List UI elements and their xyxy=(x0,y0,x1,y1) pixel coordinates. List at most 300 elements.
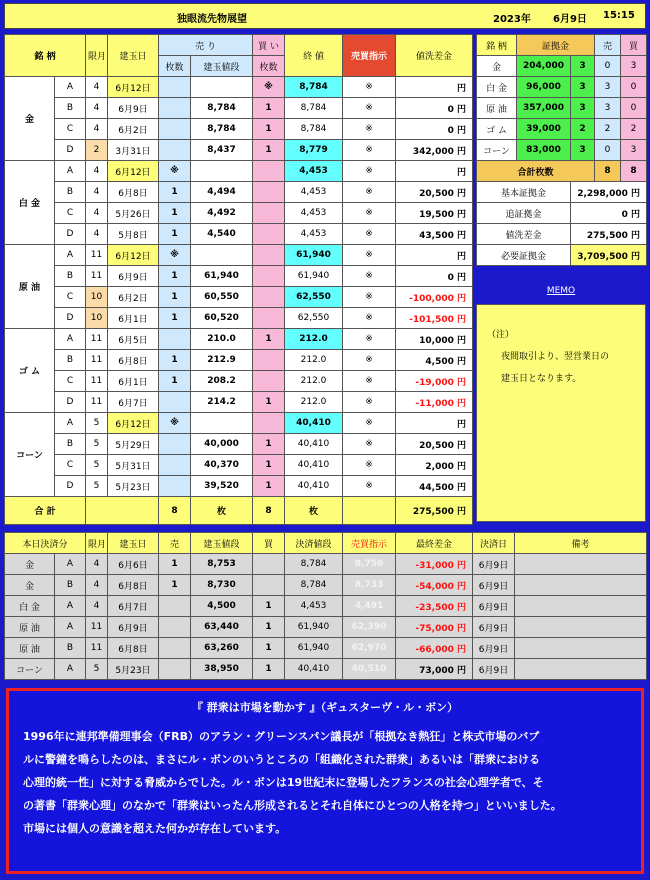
spacer xyxy=(86,497,159,525)
contract-month: 4 xyxy=(86,119,108,140)
side-header-margin: 証拠金 xyxy=(517,35,595,56)
buy-qty xyxy=(253,182,285,203)
close-price: 4,453 xyxy=(285,224,343,245)
entry-date: 6月9日 xyxy=(108,266,159,287)
position-row[interactable] xyxy=(5,203,473,224)
position-row[interactable] xyxy=(5,77,473,98)
entry-price: 40,370 xyxy=(191,455,253,476)
history-buy: 1 xyxy=(253,638,285,659)
close-price: 62,550 xyxy=(285,308,343,329)
contract-month: 11 xyxy=(86,350,108,371)
mark-to-market: 342,000 円 xyxy=(396,140,473,161)
close-price: 40,410 xyxy=(285,413,343,434)
history-settle-price: 61,940 xyxy=(285,638,343,659)
total-sell-unit: 枚 xyxy=(191,497,253,525)
quote-line: ルに警鐘を鳴らしたのは、まさにル・ボンのいうところの「組織化された群衆」あるいは「群衆における xyxy=(23,753,540,766)
commodity-name: 白 金 xyxy=(5,161,55,245)
summary-label: 必要証拠金 xyxy=(477,245,571,266)
history-order: 8,756 xyxy=(343,554,396,575)
close-price: 8,784 xyxy=(285,119,343,140)
col-header-month: 限月 xyxy=(86,35,108,77)
close-price: 61,940 xyxy=(285,266,343,287)
history-remarks xyxy=(515,617,647,638)
entry-price: 8,437 xyxy=(191,140,253,161)
position-row[interactable] xyxy=(5,119,473,140)
entry-date: 6月1日 xyxy=(108,308,159,329)
close-price: 212.0 xyxy=(285,350,343,371)
close-price: 8,784 xyxy=(285,77,343,98)
history-commodity: コーン xyxy=(5,659,55,680)
margin-commodity: 金 xyxy=(477,56,517,77)
position-id: A xyxy=(55,77,86,98)
entry-date: 3月31日 xyxy=(108,140,159,161)
side-header-name: 銘 柄 xyxy=(477,35,517,56)
margin-qty: 3 xyxy=(571,56,595,77)
margin-qty: 2 xyxy=(571,119,595,140)
history-entry-date: 6月8日 xyxy=(108,638,159,659)
col-header-order: 売買指示 xyxy=(343,35,396,77)
position-row[interactable] xyxy=(5,140,473,161)
entry-price: 4,540 xyxy=(191,224,253,245)
margin-qty: 3 xyxy=(571,98,595,119)
total-qty-label: 合計枚数 xyxy=(477,161,595,182)
entry-date: 5月31日 xyxy=(108,455,159,476)
entry-date: 5月26日 xyxy=(108,203,159,224)
side-sell-qty: 3 xyxy=(595,98,621,119)
order-instruction: ※ xyxy=(343,434,396,455)
summary-value: 2,298,000 円 xyxy=(571,182,647,203)
margin-commodity: 原 油 xyxy=(477,98,517,119)
total-buy-unit: 枚 xyxy=(285,497,343,525)
history-settle-price: 61,940 xyxy=(285,617,343,638)
order-instruction: ※ xyxy=(343,476,396,497)
entry-price: 208.2 xyxy=(191,371,253,392)
close-price: 40,410 xyxy=(285,476,343,497)
buy-qty: 1 xyxy=(253,119,285,140)
position-row[interactable] xyxy=(5,224,473,245)
order-instruction: ※ xyxy=(343,392,396,413)
history-id: A xyxy=(55,617,86,638)
order-instruction: ※ xyxy=(343,203,396,224)
mark-to-market: 0 円 xyxy=(396,119,473,140)
history-sell: 1 xyxy=(159,575,191,596)
margin-row xyxy=(477,56,647,77)
history-header: 買 xyxy=(253,533,285,554)
header-bar xyxy=(4,3,646,29)
history-order: 8,733 xyxy=(343,575,396,596)
history-month: 4 xyxy=(86,554,108,575)
history-price: 38,950 xyxy=(191,659,253,680)
history-settle-price: 8,784 xyxy=(285,575,343,596)
col-header-close: 終 値 xyxy=(285,35,343,77)
position-id: D xyxy=(55,392,86,413)
mark-to-market: 円 xyxy=(396,161,473,182)
history-settle-price: 8,784 xyxy=(285,554,343,575)
position-row[interactable] xyxy=(5,308,473,329)
mark-to-market: 44,500 円 xyxy=(396,476,473,497)
history-row xyxy=(5,659,647,680)
sell-qty: 1 xyxy=(159,266,191,287)
mark-to-market: 20,500 円 xyxy=(396,182,473,203)
close-price: 61,940 xyxy=(285,245,343,266)
entry-date: 6月12日 xyxy=(108,77,159,98)
side-buy-qty: 0 xyxy=(621,98,647,119)
buy-qty: 1 xyxy=(253,140,285,161)
quote-line: 1996年に連邦準備理事会（FRB）のアラン・グリーンスパン議長が「根拠なき熱狂」と株式市場のバブ xyxy=(23,730,540,743)
position-id: C xyxy=(55,455,86,476)
history-row xyxy=(5,596,647,617)
position-id: C xyxy=(55,371,86,392)
entry-date: 6月2日 xyxy=(108,287,159,308)
summary-row xyxy=(477,182,647,203)
close-price: 62,550 xyxy=(285,287,343,308)
order-instruction: ※ xyxy=(343,455,396,476)
order-instruction: ※ xyxy=(343,350,396,371)
history-buy: 1 xyxy=(253,617,285,638)
position-row[interactable] xyxy=(5,413,473,434)
history-buy: 1 xyxy=(253,596,285,617)
position-row[interactable] xyxy=(5,266,473,287)
side-header-buy: 買 xyxy=(621,35,647,56)
entry-date: 6月12日 xyxy=(108,245,159,266)
position-row[interactable] xyxy=(5,434,473,455)
history-price: 8,730 xyxy=(191,575,253,596)
memo-note-line1: 夜間取引より、翌営業日の xyxy=(501,352,610,362)
history-settle-date: 6月9日 xyxy=(473,575,515,596)
mark-to-market: 20,500 円 xyxy=(396,434,473,455)
total-sell-qty: 8 xyxy=(159,497,191,525)
total-sell: 8 xyxy=(595,161,621,182)
summary-value: 0 円 xyxy=(571,203,647,224)
history-price: 4,500 xyxy=(191,596,253,617)
sell-qty: 1 xyxy=(159,224,191,245)
mark-to-market: 0 円 xyxy=(396,266,473,287)
sell-qty xyxy=(159,140,191,161)
history-header: 決済値段 xyxy=(285,533,343,554)
contract-month: 11 xyxy=(86,392,108,413)
entry-date: 6月8日 xyxy=(108,182,159,203)
sell-qty xyxy=(159,392,191,413)
order-instruction: ※ xyxy=(343,371,396,392)
buy-qty xyxy=(253,266,285,287)
mark-to-market: 19,500 円 xyxy=(396,203,473,224)
commodity-name: 金 xyxy=(5,77,55,161)
history-settle-date: 6月9日 xyxy=(473,659,515,680)
side-header-sell: 売 xyxy=(595,35,621,56)
close-price: 40,410 xyxy=(285,455,343,476)
position-id: B xyxy=(55,266,86,287)
buy-qty xyxy=(253,161,285,182)
buy-qty xyxy=(253,224,285,245)
history-commodity: 原 油 xyxy=(5,617,55,638)
contract-month: 4 xyxy=(86,224,108,245)
history-header: 売買指示 xyxy=(343,533,396,554)
position-id: C xyxy=(55,203,86,224)
total-label: 合 計 xyxy=(5,497,86,525)
sell-qty: 1 xyxy=(159,371,191,392)
margin-commodity: コーン xyxy=(477,140,517,161)
history-id: A xyxy=(55,596,86,617)
close-price: 40,410 xyxy=(285,434,343,455)
history-sell xyxy=(159,638,191,659)
sell-qty xyxy=(159,476,191,497)
history-commodity: 金 xyxy=(5,575,55,596)
history-remarks xyxy=(515,596,647,617)
margin-qty: 3 xyxy=(571,140,595,161)
history-header: 最終差金 xyxy=(396,533,473,554)
page-title: 独眼流先物展望 xyxy=(177,14,247,25)
entry-date: 6月2日 xyxy=(108,119,159,140)
mark-to-market: -100,000 円 xyxy=(396,287,473,308)
close-price: 8,779 xyxy=(285,140,343,161)
order-instruction: ※ xyxy=(343,140,396,161)
entry-price: 39,520 xyxy=(191,476,253,497)
contract-month: 4 xyxy=(86,203,108,224)
history-settle-date: 6月9日 xyxy=(473,638,515,659)
history-remarks xyxy=(515,575,647,596)
position-id: D xyxy=(55,308,86,329)
margin-amount: 39,000 xyxy=(517,119,571,140)
close-price: 4,453 xyxy=(285,182,343,203)
position-row[interactable] xyxy=(5,371,473,392)
position-id: B xyxy=(55,98,86,119)
history-remarks xyxy=(515,554,647,575)
order-instruction: ※ xyxy=(343,287,396,308)
order-instruction: ※ xyxy=(343,119,396,140)
contract-month: 11 xyxy=(86,245,108,266)
history-entry-date: 6月8日 xyxy=(108,575,159,596)
memo-box xyxy=(476,304,646,522)
sell-qty: 1 xyxy=(159,287,191,308)
entry-price xyxy=(191,413,253,434)
order-instruction: ※ xyxy=(343,413,396,434)
position-row[interactable] xyxy=(5,350,473,371)
position-row[interactable] xyxy=(5,161,473,182)
margin-amount: 204,000 xyxy=(517,56,571,77)
entry-date: 6月7日 xyxy=(108,392,159,413)
entry-price xyxy=(191,161,253,182)
margin-row xyxy=(477,98,647,119)
header-year: 2023年 xyxy=(493,14,531,25)
col-header-price: 建玉値段 xyxy=(191,56,253,77)
history-settle-price: 4,453 xyxy=(285,596,343,617)
mark-to-market: -101,500 円 xyxy=(396,308,473,329)
entry-price: 4,492 xyxy=(191,203,253,224)
sell-qty: 1 xyxy=(159,203,191,224)
history-price: 63,440 xyxy=(191,617,253,638)
mark-to-market: 2,000 円 xyxy=(396,455,473,476)
col-header-name: 銘 柄 xyxy=(5,35,86,77)
mark-to-market: 10,000 円 xyxy=(396,329,473,350)
position-row[interactable] xyxy=(5,287,473,308)
contract-month: 4 xyxy=(86,98,108,119)
buy-qty xyxy=(253,245,285,266)
quote-line: 心理的統一性」に対する脅威からでした。ル・ボンは19世紀末に登場したフランスの社会心理学者で、そ xyxy=(23,776,544,789)
close-price: 212.0 xyxy=(285,371,343,392)
margin-table xyxy=(476,34,647,266)
quote-box xyxy=(6,688,644,874)
history-month: 11 xyxy=(86,617,108,638)
position-id: C xyxy=(55,287,86,308)
margin-amount: 357,000 xyxy=(517,98,571,119)
sell-qty xyxy=(159,455,191,476)
total-buy: 8 xyxy=(621,161,647,182)
history-final-diff: -75,000 円 xyxy=(396,617,473,638)
order-instruction: ※ xyxy=(343,329,396,350)
buy-qty: ※ xyxy=(253,77,285,98)
entry-price: 8,784 xyxy=(191,119,253,140)
history-entry-date: 6月9日 xyxy=(108,617,159,638)
summary-row xyxy=(477,224,647,245)
contract-month: 11 xyxy=(86,266,108,287)
position-row[interactable] xyxy=(5,392,473,413)
history-row xyxy=(5,617,647,638)
order-instruction: ※ xyxy=(343,224,396,245)
col-header-sell-qty: 枚数 xyxy=(159,56,191,77)
mark-to-market: -11,000 円 xyxy=(396,392,473,413)
buy-qty xyxy=(253,308,285,329)
buy-qty: 1 xyxy=(253,392,285,413)
history-id: A xyxy=(55,659,86,680)
entry-price xyxy=(191,245,253,266)
total-value: 275,500 円 xyxy=(396,497,473,525)
sell-qty: ※ xyxy=(159,245,191,266)
history-header: 売 xyxy=(159,533,191,554)
buy-qty: 1 xyxy=(253,434,285,455)
contract-month: 5 xyxy=(86,455,108,476)
history-row xyxy=(5,575,647,596)
contract-month: 5 xyxy=(86,476,108,497)
contract-month: 5 xyxy=(86,434,108,455)
buy-qty xyxy=(253,350,285,371)
position-row[interactable] xyxy=(5,98,473,119)
entry-date: 6月8日 xyxy=(108,350,159,371)
entry-price: 4,494 xyxy=(191,182,253,203)
sell-qty: 1 xyxy=(159,350,191,371)
history-remarks xyxy=(515,638,647,659)
history-id: A xyxy=(55,554,86,575)
side-sell-qty: 2 xyxy=(595,119,621,140)
history-final-diff: -31,000 円 xyxy=(396,554,473,575)
history-row xyxy=(5,554,647,575)
buy-qty xyxy=(253,413,285,434)
total-buy-qty: 8 xyxy=(253,497,285,525)
sell-qty: ※ xyxy=(159,161,191,182)
sell-qty xyxy=(159,98,191,119)
memo-label[interactable]: MEMO xyxy=(476,286,646,304)
position-row[interactable] xyxy=(5,182,473,203)
history-sell xyxy=(159,659,191,680)
history-month: 5 xyxy=(86,659,108,680)
summary-value: 3,709,500 円 xyxy=(571,245,647,266)
summary-row xyxy=(477,203,647,224)
mark-to-market: 円 xyxy=(396,413,473,434)
commodity-name: ゴ ム xyxy=(5,329,55,413)
buy-qty: 1 xyxy=(253,476,285,497)
entry-date: 6月12日 xyxy=(108,161,159,182)
history-header: 建玉値段 xyxy=(191,533,253,554)
contract-month: 4 xyxy=(86,182,108,203)
col-header-sell: 売 り xyxy=(159,35,253,56)
history-sell xyxy=(159,617,191,638)
positions-table xyxy=(4,34,473,525)
side-buy-qty: 0 xyxy=(621,77,647,98)
contract-month: 5 xyxy=(86,413,108,434)
history-month: 4 xyxy=(86,596,108,617)
col-header-diff: 値洗差金 xyxy=(396,35,473,77)
position-row[interactable] xyxy=(5,329,473,350)
entry-price: 210.0 xyxy=(191,329,253,350)
order-instruction: ※ xyxy=(343,245,396,266)
margin-amount: 83,000 xyxy=(517,140,571,161)
side-buy-qty: 3 xyxy=(621,56,647,77)
position-row[interactable] xyxy=(5,476,473,497)
history-buy xyxy=(253,575,285,596)
side-sell-qty: 0 xyxy=(595,140,621,161)
sell-qty: 1 xyxy=(159,308,191,329)
contract-month: 10 xyxy=(86,308,108,329)
position-row[interactable] xyxy=(5,455,473,476)
history-id: B xyxy=(55,638,86,659)
summary-label: 追証拠金 xyxy=(477,203,571,224)
history-commodity: 金 xyxy=(5,554,55,575)
order-instruction: ※ xyxy=(343,182,396,203)
margin-row xyxy=(477,77,647,98)
order-instruction: ※ xyxy=(343,308,396,329)
margin-row xyxy=(477,140,647,161)
history-header: 本日決済分 xyxy=(5,533,86,554)
buy-qty xyxy=(253,287,285,308)
buy-qty xyxy=(253,203,285,224)
history-header: 備考 xyxy=(515,533,647,554)
close-price: 4,453 xyxy=(285,203,343,224)
contract-month: 2 xyxy=(86,140,108,161)
history-entry-date: 5月23日 xyxy=(108,659,159,680)
history-final-diff: -66,000 円 xyxy=(396,638,473,659)
entry-date: 6月5日 xyxy=(108,329,159,350)
margin-row xyxy=(477,119,647,140)
contract-month: 11 xyxy=(86,371,108,392)
entry-date: 5月23日 xyxy=(108,476,159,497)
col-header-buy: 買 い xyxy=(253,35,285,56)
history-commodity: 原 油 xyxy=(5,638,55,659)
sell-qty xyxy=(159,434,191,455)
contract-month: 10 xyxy=(86,287,108,308)
history-final-diff: -54,000 円 xyxy=(396,575,473,596)
history-order: 4,491 xyxy=(343,596,396,617)
history-price: 8,753 xyxy=(191,554,253,575)
quote-line: 市場には個人の意識を超えた何かが存在しています。 xyxy=(23,822,287,835)
entry-price: 212.9 xyxy=(191,350,253,371)
side-buy-qty: 2 xyxy=(621,119,647,140)
history-settle-date: 6月9日 xyxy=(473,596,515,617)
sell-qty xyxy=(159,329,191,350)
memo-note-line2: 建玉日となります。 xyxy=(501,374,582,384)
position-id: B xyxy=(55,350,86,371)
entry-price: 40,000 xyxy=(191,434,253,455)
col-header-buy-qty: 枚数 xyxy=(253,56,285,77)
commodity-name: コーン xyxy=(5,413,55,497)
margin-commodity: 白 金 xyxy=(477,77,517,98)
position-row[interactable] xyxy=(5,245,473,266)
commodity-name: 原 油 xyxy=(5,245,55,329)
history-order: 40,510 xyxy=(343,659,396,680)
position-id: A xyxy=(55,245,86,266)
entry-date: 6月9日 xyxy=(108,98,159,119)
side-buy-qty: 3 xyxy=(621,140,647,161)
history-header: 限月 xyxy=(86,533,108,554)
buy-qty xyxy=(253,371,285,392)
